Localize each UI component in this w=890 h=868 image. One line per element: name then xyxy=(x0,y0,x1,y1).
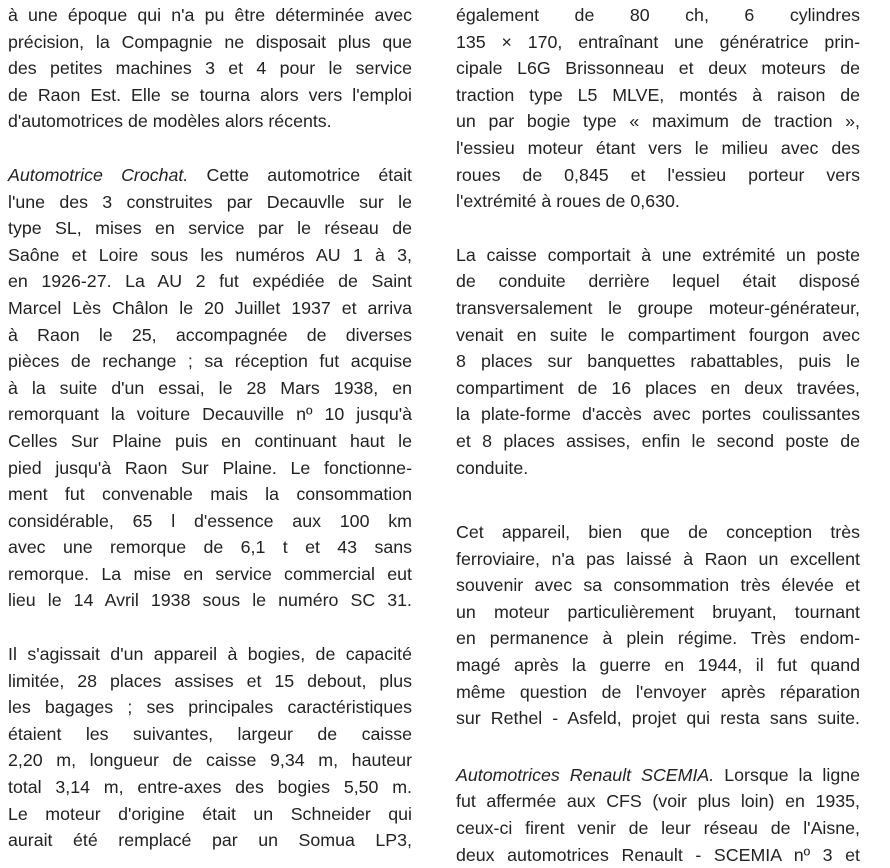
text-line: deux automotrices Renault - SCEMIA nº 3 et xyxy=(456,844,860,865)
text-line: transversalement le groupe moteur-générateur, xyxy=(456,297,860,318)
text-line: compartiment de 16 places en deux travées, xyxy=(456,377,860,398)
text-line: fut affermée aux CFS (voir plus loin) en 1935, xyxy=(456,791,860,812)
text-line: considérable, 65 l d'essence aux 100 km xyxy=(8,510,412,531)
text-line: également de 80 ch, 6 cylindres xyxy=(456,5,860,25)
text-line: ferroviaire, n'a pas laissé à Raon un excellent xyxy=(456,548,860,569)
text-line: roues de 0,845 et l'essieu porteur vers xyxy=(456,164,860,185)
text-line: l'extrémité à roues de 0,630. xyxy=(456,191,680,212)
text-line: pied jusqu'à Raon Sur Plaine. Le fonctionne- xyxy=(8,457,412,478)
text-line: 2,20 m, longueur de caisse 9,34 m, hauteur xyxy=(8,750,412,771)
text-line: remorquant la voiture Decauville nº 10 jusqu'à xyxy=(8,404,412,425)
text-line: ment fut convenable mais la consommation xyxy=(8,484,412,505)
text-line: les bagages ; ses principales caractéristiques xyxy=(8,697,412,718)
text-line: total 3,14 m, entre-axes des bogies 5,50 m. xyxy=(8,777,412,798)
paragraph xyxy=(456,242,860,481)
right-column xyxy=(456,2,860,868)
text-line: La caisse comportait à une extrémité un poste xyxy=(456,244,860,265)
text-line: même question de l'envoyer après réparation xyxy=(456,681,860,702)
text-line: remorque. La mise en service commercial eut xyxy=(8,563,412,584)
text-line: aurait été remplacé par un Somua LP3, xyxy=(8,830,412,851)
text-line: souvenir avec sa consommation très élevée et xyxy=(456,575,860,596)
text-line: de conduite derrière lequel était disposé xyxy=(456,271,860,292)
left-column xyxy=(8,2,412,854)
text-line: d'automotrices de modèles alors récents. xyxy=(8,111,332,132)
text-line: venait en suite le compartiment fourgon avec xyxy=(456,324,860,345)
text-line: la plate-forme d'accès avec portes coulissantes xyxy=(456,404,860,425)
paragraph xyxy=(8,2,412,135)
text-line: étaient les suivantes, largeur de caisse xyxy=(8,723,412,744)
text-line xyxy=(456,762,860,789)
paragraph xyxy=(456,519,860,732)
text-line: un par bogie type « maximum de traction », xyxy=(456,111,860,132)
paragraph xyxy=(456,762,860,868)
text-line: magé après la guerre en 1944, il fut quand xyxy=(456,655,860,676)
text-line: Marcel Lès Châlon le 20 Juillet 1937 et arriva xyxy=(8,297,412,318)
text-line: en 1926-27. La AU 2 fut expédiée de Saint xyxy=(8,271,412,292)
text-line: l'essieu moteur étant vers le milieu avec des xyxy=(456,137,860,158)
text-line: à une époque qui n'a pu être déterminée avec xyxy=(8,5,412,25)
paragraph xyxy=(8,162,412,614)
text-line: avec une remorque de 6,1 t et 43 sans xyxy=(8,537,412,558)
paragraph xyxy=(456,2,860,215)
text-line: conduite. xyxy=(456,457,529,478)
paragraph xyxy=(8,641,412,854)
text-line: ceux-ci firent venir de leur réseau de l'Aisne, xyxy=(456,818,860,839)
text-line: Il s'agissait d'un appareil à bogies, de capacité xyxy=(8,644,412,665)
section-heading: Automotrices Renault SCEMIA. xyxy=(456,764,715,785)
text-run: Lorsque la ligne xyxy=(714,764,860,785)
text-line: précision, la Compagnie ne disposait plus que xyxy=(8,31,412,52)
text-line: l'une des 3 construites par Decauvlle sur le xyxy=(8,191,412,212)
text-line: Saône et Loire sous les numéros AU 1 à 3, xyxy=(8,244,412,265)
text-line: Cet appareil, bien que de conception très xyxy=(456,522,860,543)
text-line: et 8 places assises, enfin le second poste de xyxy=(456,430,860,451)
text-line: 135 × 170, entraînant une génératrice prin- xyxy=(456,31,860,52)
text-line: à Raon le 25, accompagnée de diverses xyxy=(8,324,412,345)
text-line: Celles Sur Plaine puis en continuant haut le xyxy=(8,430,412,451)
text-line: limitée, 28 places assises et 15 debout, plus xyxy=(8,670,412,691)
text-line: 8 places sur banquettes rabattables, puis le xyxy=(456,351,860,372)
text-line: traction type L5 MLVE, montés à raison de xyxy=(456,84,860,105)
text-run: Cette automotrice était xyxy=(188,164,412,185)
text-line: sur Rethel - Asfeld, projet qui resta sans suite. xyxy=(456,708,860,729)
text-line: des petites machines 3 et 4 pour le service xyxy=(8,58,412,79)
text-line: de Raon Est. Elle se tourna alors vers l'emploi xyxy=(8,84,412,105)
text-line: type SL, mises en service par le réseau de xyxy=(8,218,412,239)
text-line xyxy=(8,162,412,189)
text-line: Le moteur d'origine était un Schneider qui xyxy=(8,803,412,824)
text-line: cipale L6G Brissonneau et deux moteurs de xyxy=(456,58,860,79)
section-heading: Automotrice Crochat. xyxy=(8,164,189,185)
text-line: à la suite d'un essai, le 28 Mars 1938, en xyxy=(8,377,412,398)
text-line: en permanence à plein régime. Très endom- xyxy=(456,628,860,649)
text-line: un moteur particulièrement bruyant, tournant xyxy=(456,601,860,622)
text-line: lieu le 14 Avril 1938 sous le numéro SC 31. xyxy=(8,590,412,611)
text-line: pièces de rechange ; sa réception fut acquise xyxy=(8,351,412,372)
